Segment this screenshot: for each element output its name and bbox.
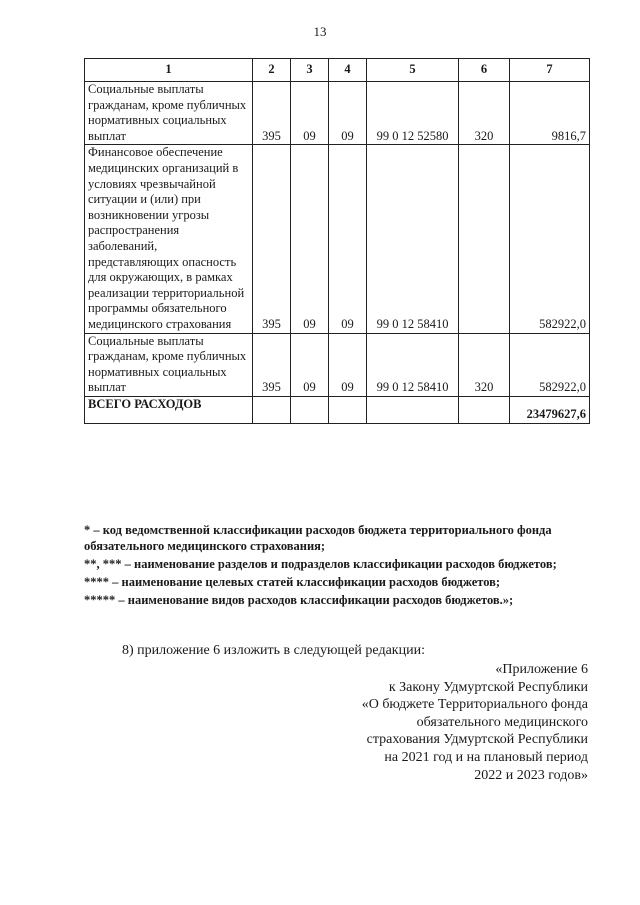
column-header: 4 (329, 59, 367, 82)
row-cell: 395 (253, 333, 291, 396)
column-header: 5 (367, 59, 459, 82)
amendment-item: 8) приложение 6 изложить в следующей редакции: (122, 643, 425, 658)
row-name: Социальные выплаты гражданам, кроме публичных нормативных социальных выплат (85, 333, 253, 396)
row-cell: 09 (291, 145, 329, 333)
row-cell: 99 0 12 52580 (367, 82, 459, 145)
appendix-line: обязательного медицинского (416, 714, 588, 730)
footnote: **, *** – наименование разделов и подразделов классификации расходов бюджетов; (84, 557, 557, 571)
appendix-line: на 2021 год и на плановый период (384, 749, 588, 765)
budget-table (84, 58, 590, 424)
appendix-line: 2022 и 2023 годов» (474, 767, 588, 783)
table-header-row (85, 59, 590, 82)
page-number: 13 (313, 24, 327, 39)
column-header: 7 (510, 59, 590, 82)
row-cell (459, 145, 510, 333)
row-cell (367, 396, 459, 423)
table-row (85, 82, 590, 145)
row-amount: 9816,7 (510, 82, 590, 145)
row-cell: 395 (253, 82, 291, 145)
column-header: 2 (253, 59, 291, 82)
footnote: **** – наименование целевых статей классификации расходов бюджетов; (84, 575, 501, 589)
row-name: Финансовое обеспечение медицинских организаций в условиях чрезвычайной ситуации и (или) при возникновении угрозы распространения заболеваний, представляющих опасность для окружающих, в рамках реализации территориальной программы обязательного медицинского страхования (85, 145, 253, 333)
row-cell: 320 (459, 333, 510, 396)
row-cell: 99 0 12 58410 (367, 333, 459, 396)
column-header: 3 (291, 59, 329, 82)
row-cell: 09 (291, 333, 329, 396)
row-cell (329, 396, 367, 423)
row-name: Социальные выплаты гражданам, кроме публичных нормативных социальных выплат (85, 82, 253, 145)
row-cell: 09 (329, 82, 367, 145)
row-cell: 395 (253, 145, 291, 333)
row-amount: 582922,0 (510, 333, 590, 396)
column-header: 6 (459, 59, 510, 82)
total-row (85, 396, 590, 423)
column-header: 1 (85, 59, 253, 82)
row-cell (459, 396, 510, 423)
total-amount: 23479627,6 (510, 396, 590, 423)
appendix-line: страхования Удмуртской Республики (366, 732, 588, 748)
row-cell: 09 (329, 333, 367, 396)
row-cell: 99 0 12 58410 (367, 145, 459, 333)
row-cell: 320 (459, 82, 510, 145)
row-cell: 09 (291, 82, 329, 145)
row-cell (291, 396, 329, 423)
row-cell: 09 (329, 145, 367, 333)
row-amount: 582922,0 (510, 145, 590, 333)
appendix-line: к Закону Удмуртской Республики (388, 679, 588, 695)
appendix-line: «Приложение 6 (495, 662, 588, 677)
appendix-line: «О бюджете Территориального фонда (361, 697, 588, 713)
footnotes (84, 522, 604, 610)
table-row (85, 333, 590, 396)
appendix-heading (362, 661, 588, 784)
total-label: ВСЕГО РАСХОДОВ (85, 396, 253, 423)
table-row (85, 145, 590, 333)
footnote: ***** – наименование видов расходов классификации расходов бюджетов.»; (84, 593, 514, 607)
footnote: * – код ведомственной классификации расходов бюджета территориального фонда обязательного медицинского страхования; (84, 523, 552, 553)
row-cell (253, 396, 291, 423)
